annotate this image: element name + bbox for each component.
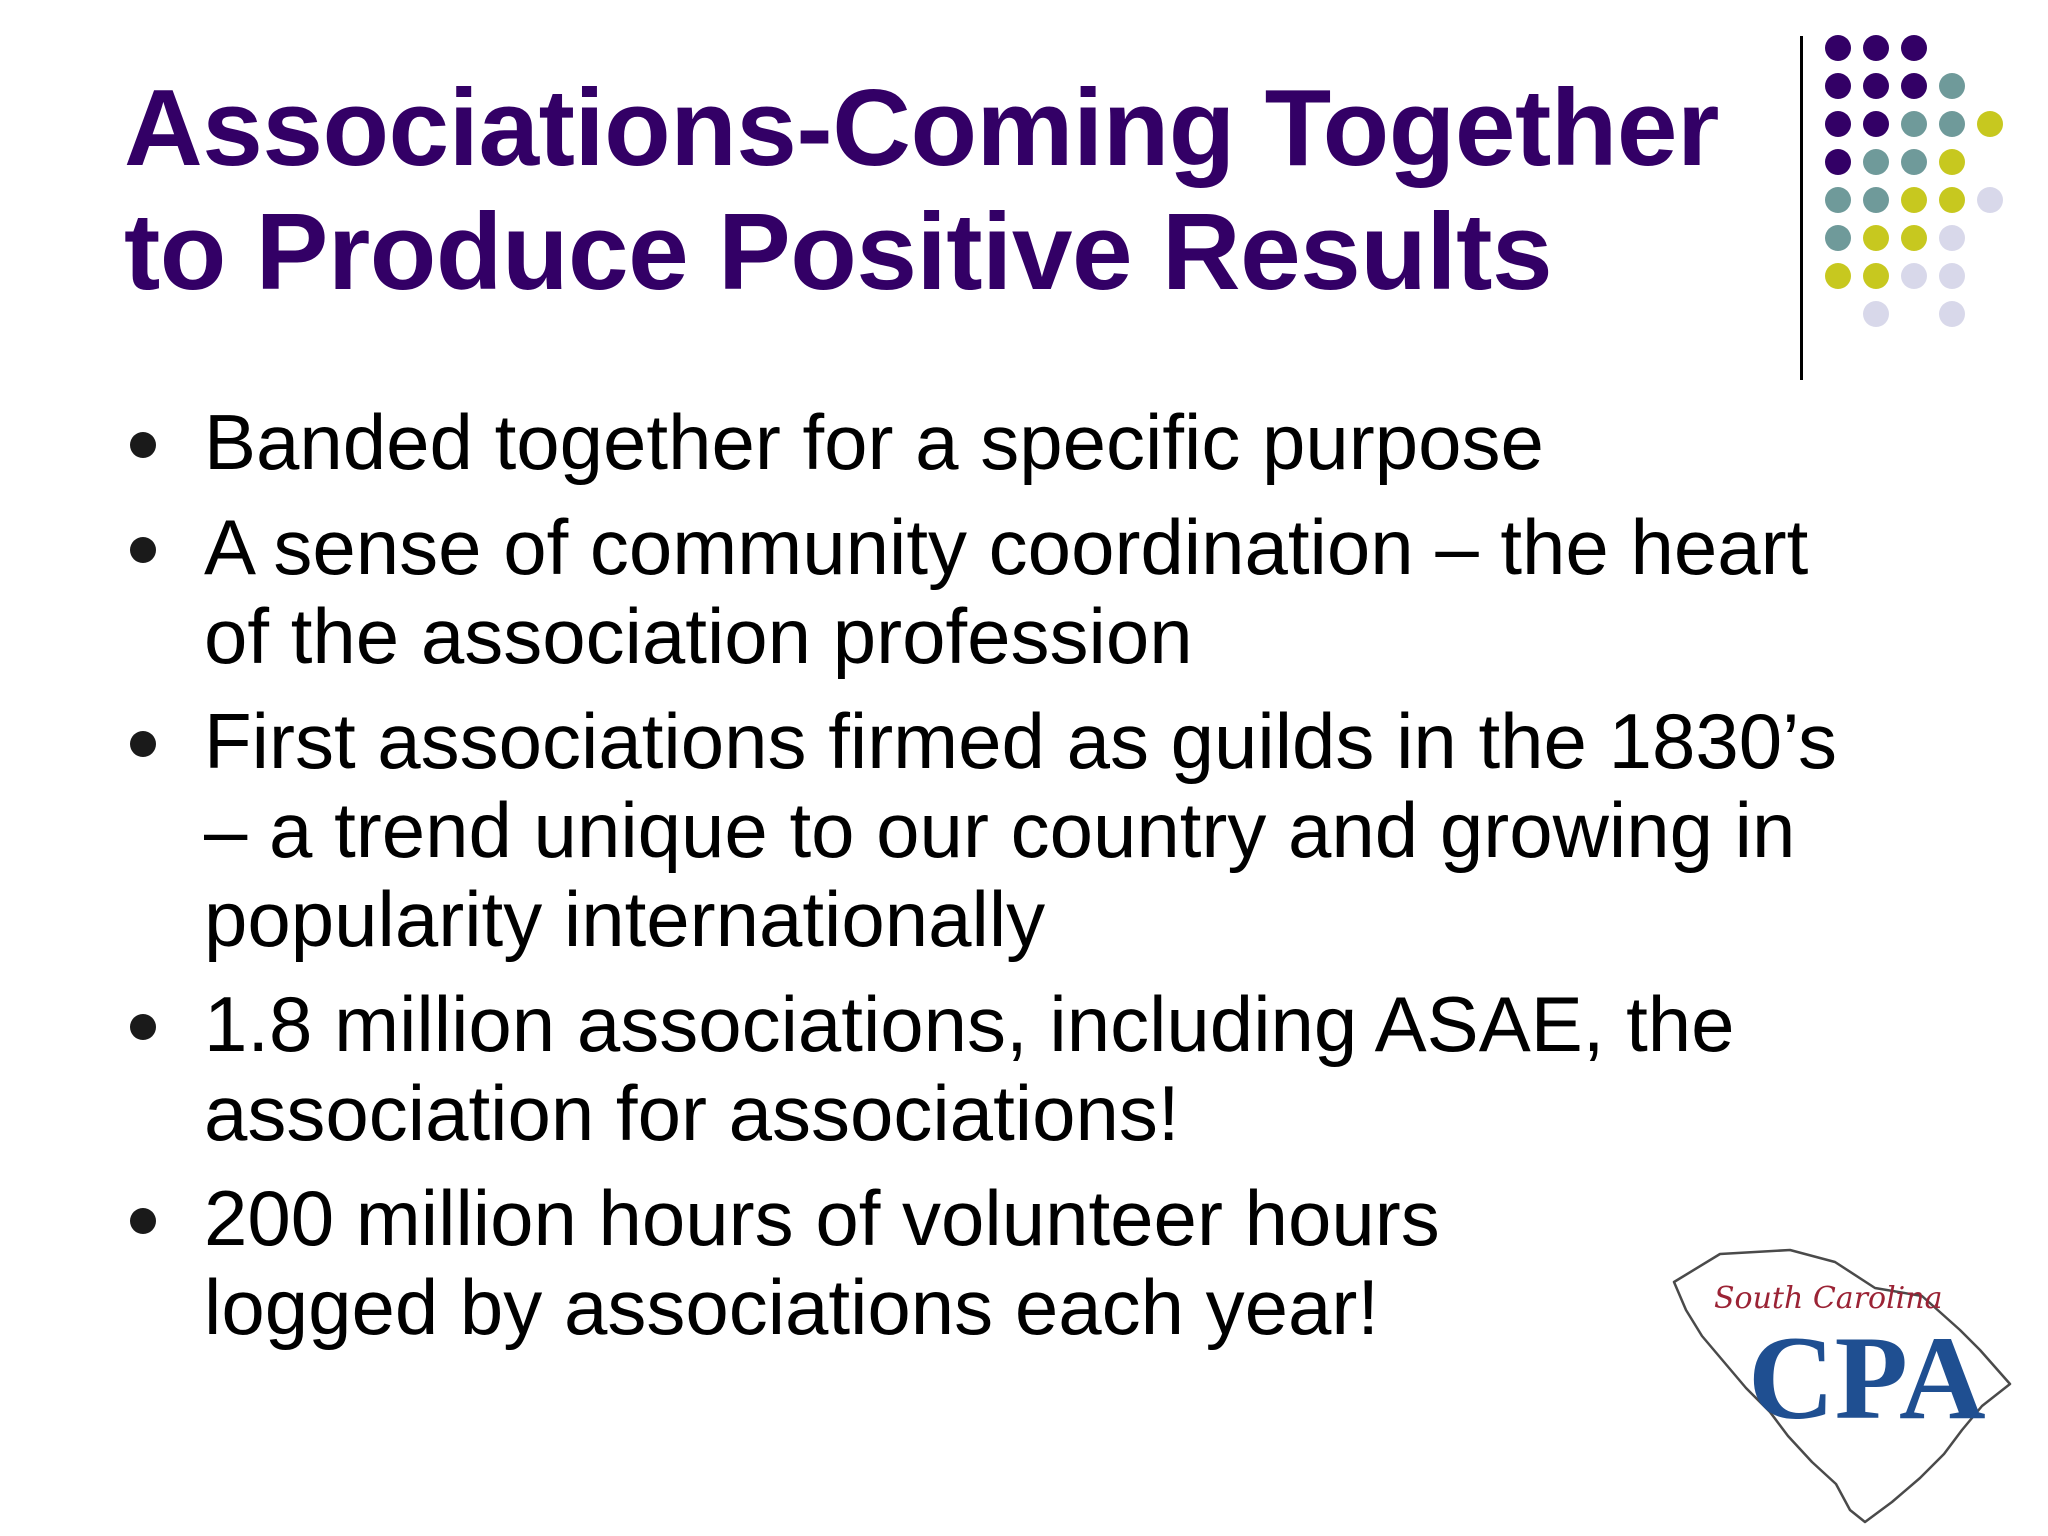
logo-script-text: South Carolina	[1714, 1281, 1943, 1316]
dot-grid-dot	[1863, 225, 1889, 251]
dot-grid-dot	[1825, 111, 1851, 137]
bullet-line: A sense of community coordination – the heart	[204, 503, 1809, 591]
dot-grid-dot	[1863, 187, 1889, 213]
dot-grid-dot	[1863, 263, 1889, 289]
bullet-line: popularity internationally	[204, 875, 1046, 963]
dot-grid	[1825, 35, 2003, 327]
dot-grid-dot	[1863, 149, 1889, 175]
dot-grid-dot	[1863, 111, 1889, 137]
title-divider	[1800, 36, 1803, 380]
decorative-dot-grid-icon	[1820, 30, 2048, 340]
dot-grid-dot	[1825, 263, 1851, 289]
dot-grid-dot	[1939, 225, 1965, 251]
dot-grid-dot	[1977, 187, 2003, 213]
dot-grid-dot	[1825, 225, 1851, 251]
dot-grid-dot	[1863, 73, 1889, 99]
slide-title	[124, 66, 1804, 314]
dot-grid-dot	[1863, 35, 1889, 61]
title-line-1: Associations-Coming Together	[124, 67, 1719, 189]
bullet-line: of the association profession	[204, 592, 1193, 680]
bullet-item	[120, 980, 1940, 1158]
dot-grid-dot	[1863, 301, 1889, 327]
dot-grid-dot	[1939, 73, 1965, 99]
bullet-dot-icon	[130, 731, 156, 757]
dot-grid-dot	[1825, 73, 1851, 99]
bullet-line: Banded together for a specific purpose	[204, 398, 1544, 486]
dot-grid-dot	[1901, 149, 1927, 175]
dot-grid-dot	[1825, 149, 1851, 175]
bullet-line: First associations firmed as guilds in the 1830’s	[204, 697, 1838, 785]
dot-grid-dot	[1901, 225, 1927, 251]
dot-grid-dot	[1901, 35, 1927, 61]
sc-cpa-logo	[1660, 1240, 2030, 1530]
dot-grid-dot	[1901, 73, 1927, 99]
dot-grid-dot	[1825, 35, 1851, 61]
bullet-list	[120, 398, 1940, 1368]
logo-cpa-text: CPA	[1748, 1311, 1986, 1444]
dot-grid-dot	[1977, 111, 2003, 137]
bullet-line: – a trend unique to our country and growing in	[204, 786, 1796, 874]
bullet-dot-icon	[130, 537, 156, 563]
dot-grid-dot	[1901, 263, 1927, 289]
bullet-line: 200 million hours of volunteer hours	[204, 1174, 1440, 1262]
title-line-2: to Produce Positive Results	[124, 191, 1553, 313]
bullet-item	[120, 503, 1940, 681]
dot-grid-dot	[1939, 149, 1965, 175]
dot-grid-dot	[1901, 111, 1927, 137]
dot-grid-dot	[1939, 187, 1965, 213]
bullet-dot-icon	[130, 1208, 156, 1234]
bullet-item	[120, 697, 1940, 964]
bullet-item	[120, 398, 1940, 487]
bullet-line: association for associations!	[204, 1069, 1180, 1157]
bullet-line: 1.8 million associations, including ASAE, the	[204, 980, 1735, 1068]
bullet-dot-icon	[130, 432, 156, 458]
dot-grid-dot	[1939, 263, 1965, 289]
bullet-line: logged by associations each year!	[204, 1263, 1380, 1351]
dot-grid-dot	[1939, 301, 1965, 327]
dot-grid-dot	[1825, 187, 1851, 213]
dot-grid-dot	[1939, 111, 1965, 137]
dot-grid-dot	[1901, 187, 1927, 213]
bullet-dot-icon	[130, 1014, 156, 1040]
